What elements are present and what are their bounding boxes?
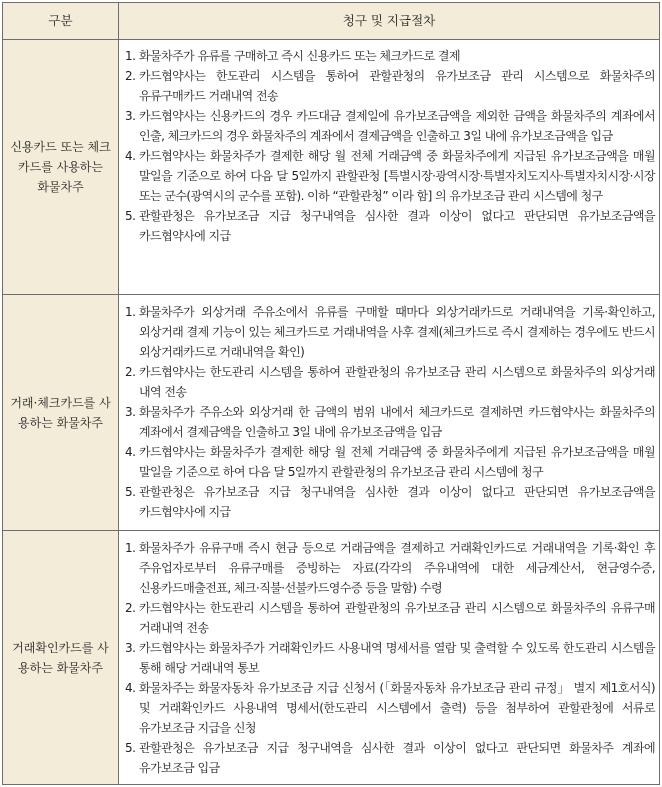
table-row xyxy=(3,531,660,785)
step-number: 1. xyxy=(125,305,136,319)
step-item xyxy=(125,678,655,738)
category-cell xyxy=(3,531,119,785)
category-line: 신용카드 또는 체크 xyxy=(10,140,111,154)
step-text: 카드협약사는 화물차주가 거래확인카드 사용내역 명세서를 열람 및 출력할 수 있도록 한도관리 시스템을 통해 해당 거래내역 통보 xyxy=(139,641,655,675)
step-item xyxy=(125,402,655,442)
step-list xyxy=(125,538,655,778)
step-text: 화물차주가 유류를 구매하고 즉시 신용카드 또는 체크카드로 결제 xyxy=(139,49,460,63)
category-line: 용하는 화물차주 xyxy=(18,415,103,430)
step-text: 관할관청은 유가보조금 지급 청구내역을 심사한 결과 이상이 없다고 판단되면 유가보조금액을 카드협약사에 지급 xyxy=(139,209,655,243)
step-text: 관할관청은 유가보조금 지급 청구내역을 심사한 결과 이상이 없다고 판단되면 유가보조금액을 카드협약사에 지급 xyxy=(139,485,655,519)
step-number: 4. xyxy=(125,149,136,163)
step-text: 카드협약사는 한도관리 시스템을 통하여 관할관청의 유가보조금 관리 시스템으로 화물차주의 유류구매 거래내역 전송 xyxy=(139,601,655,635)
step-text: 화물차주는 화물자동차 유가보조금 지급 신청서 (「화물자동차 유가보조금 관리 규정」 별지 제1호서식) 및 거래확인카드 사용내역 명세서(한도관리 시스템에서 출력) 등을 첨부하여 관할관청에 서류로 유가보조금 지급을 신청 xyxy=(139,681,655,735)
table-row xyxy=(3,295,660,531)
step-text: 카드협약사는 신용카드의 경우 카드대금 결제일에 유가보조금액을 제외한 금액을 화물차주의 계좌에서 인출, 체크카드의 경우 화물차주의 계좌에서 결제금액을 인출하고 3일 내에 유가보조금액을 입금 xyxy=(139,109,655,143)
table-row xyxy=(3,40,660,295)
procedure-table xyxy=(2,2,660,785)
step-text: 화물차주가 외상거래 주유소에서 유류를 구매할 때마다 외상거래카드로 거래내역을 기록·확인하고, 외상거래 결제 기능이 있는 체크카드로 거래내역을 사후 결제(체크카드로 즉시 결제하는 경우에도 반드시 외상거래카드로 거래내역을 확인) xyxy=(139,305,655,359)
step-item xyxy=(125,302,655,362)
steps-cell xyxy=(119,295,660,531)
step-text: 카드협약사는 화물차주가 결제한 해당 월 전체 거래금액 중 화물차주에게 지급된 유가보조금액을 매월 말일을 기준으로 하여 다음 달 5일까지 관할관청 [특별시장·광역시장·특별자치도지사·특별자치시장·시장 또는 군수(광역시의 군수를 포함). 이하 “관할관청” 이라 함] 의 유가보조금 관리 시스템에 청구 xyxy=(139,149,655,203)
category-line: 화물차주 xyxy=(37,180,84,194)
step-list xyxy=(125,302,655,522)
step-number: 3. xyxy=(125,405,136,419)
step-number: 5. xyxy=(125,209,136,223)
header-row xyxy=(3,3,660,40)
step-number: 5. xyxy=(125,485,136,499)
step-item xyxy=(125,146,655,206)
step-item xyxy=(125,206,655,246)
step-number: 4. xyxy=(125,445,136,459)
step-text: 카드협약사는 화물차주가 결제한 해당 월 전체 거래금액 중 화물차주에게 지급된 유가보조금액을 매월 말일을 기준으로 하여 다음 달 5일까지 관할관청의 유가보조금 관리 시스템에 청구 xyxy=(139,445,655,479)
step-number: 2. xyxy=(125,365,136,379)
step-number: 1. xyxy=(125,49,136,63)
step-text: 관할관청은 유가보조금 지급 청구내역을 심사한 결과 이상이 없다고 판단되면 화물차주 계좌에 유가보조금 입금 xyxy=(139,741,655,775)
step-item xyxy=(125,362,655,402)
step-item xyxy=(125,598,655,638)
step-number: 2. xyxy=(125,69,136,83)
step-item xyxy=(125,738,655,778)
step-text: 카드협약사는 한도관리 시스템을 통하여 관할관청의 유가보조금 관리 시스템으로 화물차주의 유류구매카드 거래내역 전송 xyxy=(139,69,655,103)
step-item xyxy=(125,106,655,146)
step-item xyxy=(125,66,655,106)
steps-cell xyxy=(119,40,660,295)
category-cell xyxy=(3,40,119,295)
step-item xyxy=(125,538,655,598)
category-line: 카드를 사용하는 xyxy=(18,160,103,174)
step-list xyxy=(125,46,655,246)
category-line: 용하는 화물차주 xyxy=(18,660,103,675)
category-line: 거래·체크카드를 사 xyxy=(10,395,111,410)
step-item xyxy=(125,638,655,678)
header-procedure: 청구 및 지급절차 xyxy=(119,3,660,40)
step-text: 카드협약사는 한도관리 시스템을 통하여 관할관청의 유가보조금 관리 시스템으로 화물차주의 외상거래 내역 전송 xyxy=(139,365,655,399)
step-number: 3. xyxy=(125,641,136,655)
step-item xyxy=(125,482,655,522)
step-text: 화물차주가 주유소와 외상거래 한 금액의 범위 내에서 체크카드로 결제하면 카드협약사는 화물차주의 계좌에서 결제금액을 인출하고 3일 내에 유가보조금액을 입금 xyxy=(139,405,655,439)
step-number: 2. xyxy=(125,601,136,615)
step-number: 4. xyxy=(125,681,136,695)
step-item xyxy=(125,46,655,66)
header-category: 구분 xyxy=(3,3,119,40)
steps-cell xyxy=(119,531,660,785)
step-number: 5. xyxy=(125,741,136,755)
step-item xyxy=(125,442,655,482)
category-line: 거래확인카드를 사 xyxy=(12,640,109,655)
step-text: 화물차주가 유류구매 즉시 현금 등으로 거래금액을 결제하고 거래확인카드로 거래내역을 기록·확인 후 주유업자로부터 유류구매를 증빙하는 자료(각각의 주유내역에 대한 세금계산서, 현금영수증, 신용카드매출전표, 체크·직불·선불카드영수증 등을 말함) 수령 xyxy=(139,541,655,595)
step-number: 3. xyxy=(125,109,136,123)
category-cell xyxy=(3,295,119,531)
step-number: 1. xyxy=(125,541,136,555)
